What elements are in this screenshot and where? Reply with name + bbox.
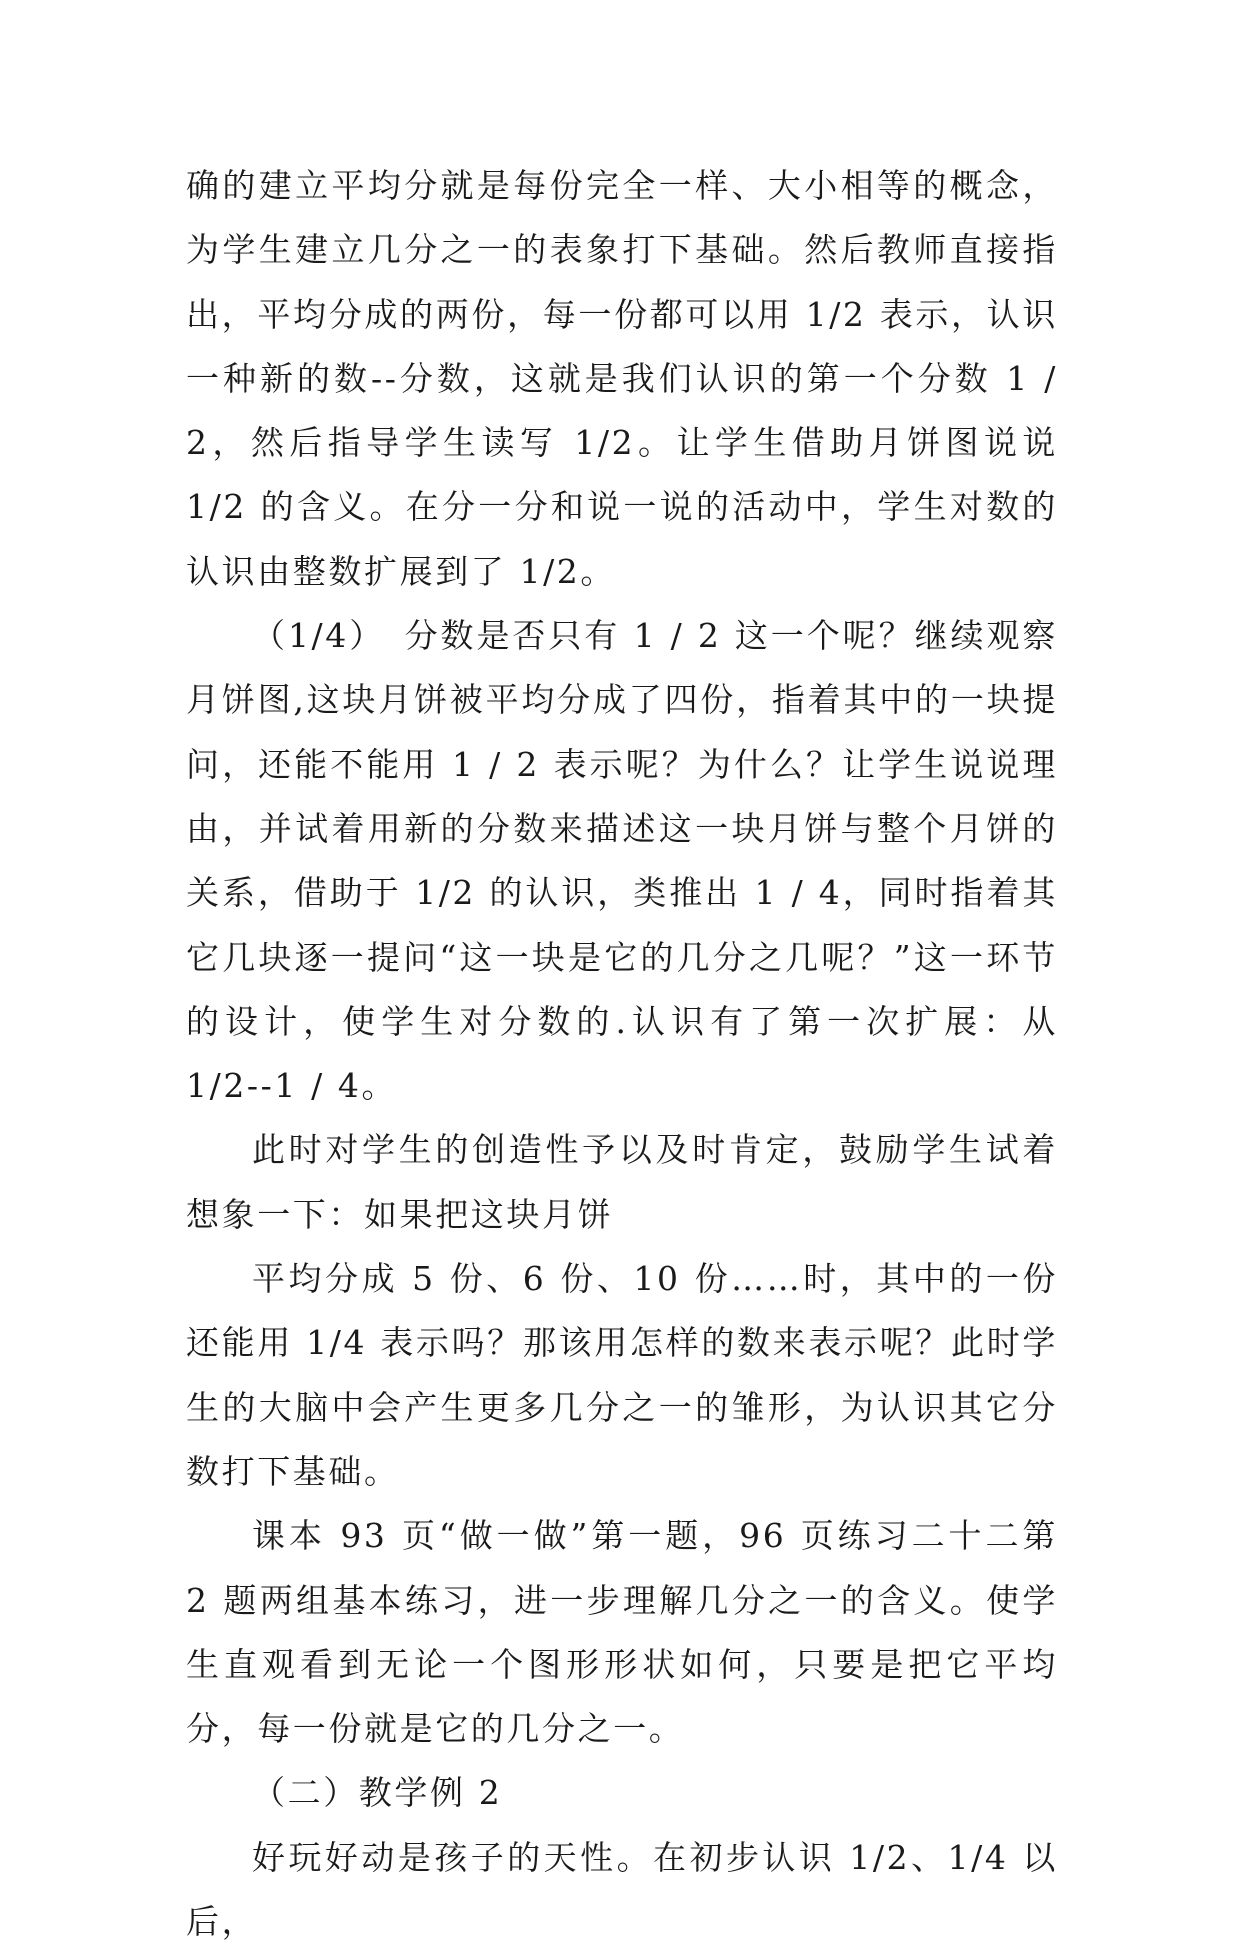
body-text bbox=[186, 154, 1058, 1954]
paragraph-textbook-exercise: 课本 93 页“做一做”第一题，96 页练习二十二第 2 题两组基本练习，进一步理解几分之一的含义。使学生直观看到无论一个图形形状如何，只要是把它平均分，每一份就是它的几分之一。 bbox=[186, 1516, 1058, 1749]
paragraph-one-quarter: （1/4） 分数是否只有 1 / 2 这一个呢？继续观察月饼图,这块月饼被平均分成了四份，指着其中的一块提问，还能不能用 1 / 2 表示呢？为什么？让学生说说理由，并试着用新的分数来描述这一块月饼与整个月饼的关系，借助于 1/2 的认识，类推出 1 / 4，同时指着其它几块逐一提问“这一块是它的几分之几呢？”这一环节的设计，使学生对分数的.认识有了第一次扩展：从 1/2--1 / 4。 bbox=[186, 616, 1058, 1106]
paragraph-continuation: 确的建立平均分就是每份完全一样、大小相等的概念，为学生建立几分之一的表象打下基础。然后教师直接指出，平均分成的两份，每一份都可以用 1/2 表示，认识一种新的数--分数，这就是我们认识的第一个分数 1 / 2，然后指导学生读写 1/2。让学生借助月饼图说说 1/2 的含义。在分一分和说一说的活动中，学生对数的认识由整数扩展到了 1/2。 bbox=[186, 166, 1058, 591]
paragraph-play: 好玩好动是孩子的天性。在初步认识 1/2、1/4 以后， bbox=[186, 1837, 1058, 1942]
section-heading-example-2: （二）教学例 2 bbox=[252, 1773, 503, 1813]
paragraph-more-fractions: 平均分成 5 份、6 份、10 份……时，其中的一份还能用 1/4 表示吗？那该用怎样的数来表示呢？此时学生的大脑中会产生更多几分之一的雏形，为认识其它分数打下基础。 bbox=[186, 1259, 1058, 1491]
paragraph-imagine: 此时对学生的创造性予以及时肯定，鼓励学生试着想象一下：如果把这块月饼 bbox=[186, 1130, 1058, 1234]
